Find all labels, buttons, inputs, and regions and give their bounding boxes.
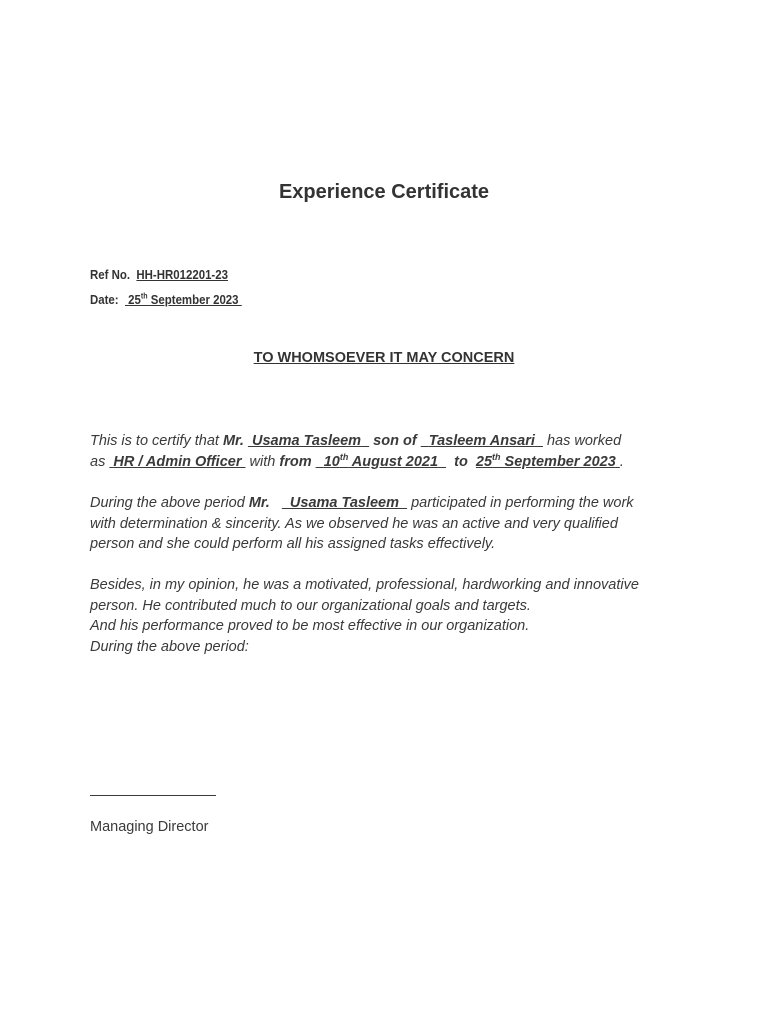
date-label: Date: <box>90 292 119 307</box>
ref-value: HH-HR012201-23 <box>136 267 228 282</box>
date-line <box>90 292 242 307</box>
signatory-title: Managing Director <box>90 819 209 835</box>
ref-label: Ref No. <box>90 267 131 282</box>
position-title: HR / Admin Officer <box>113 453 242 470</box>
end-date: 25th September 2023 <box>475 451 616 470</box>
paragraph-1: This is to certify that Mr. Usama Tasleem son of Tasleem Ansari has worked as HR / Admin Officer with from 10th August 2021 to 25th September 2023 . <box>90 433 624 470</box>
start-date: 10th August 2021 <box>323 451 439 470</box>
title-mr: Mr. <box>222 433 244 449</box>
paragraph-2: During the above period Mr. Usama Tasleem participated in performing the work with determination & sincerity. As we observed he was an active and very qualified person and she could perform all his assigned tasks effectively. <box>90 495 634 552</box>
ref-number-line <box>90 267 228 282</box>
paragraph-3: Besides, in my opinion, he was a motivated, professional, hardworking and innovative person. He contributed much to our organizational goals and targets. And his performance proved to be most effective in our organization. During the above period: <box>90 577 639 655</box>
father-name: Tasleem Ansari <box>428 433 535 449</box>
concern-heading: TO WHOMSOEVER IT MAY CONCERN <box>253 350 515 366</box>
signature-line <box>90 795 216 796</box>
employee-name-2: Usama Tasleem <box>289 495 400 511</box>
employee-name: Usama Tasleem <box>251 433 362 449</box>
date-value: 25th September 2023 <box>128 291 239 307</box>
document-title: Experience Certificate <box>278 181 490 203</box>
